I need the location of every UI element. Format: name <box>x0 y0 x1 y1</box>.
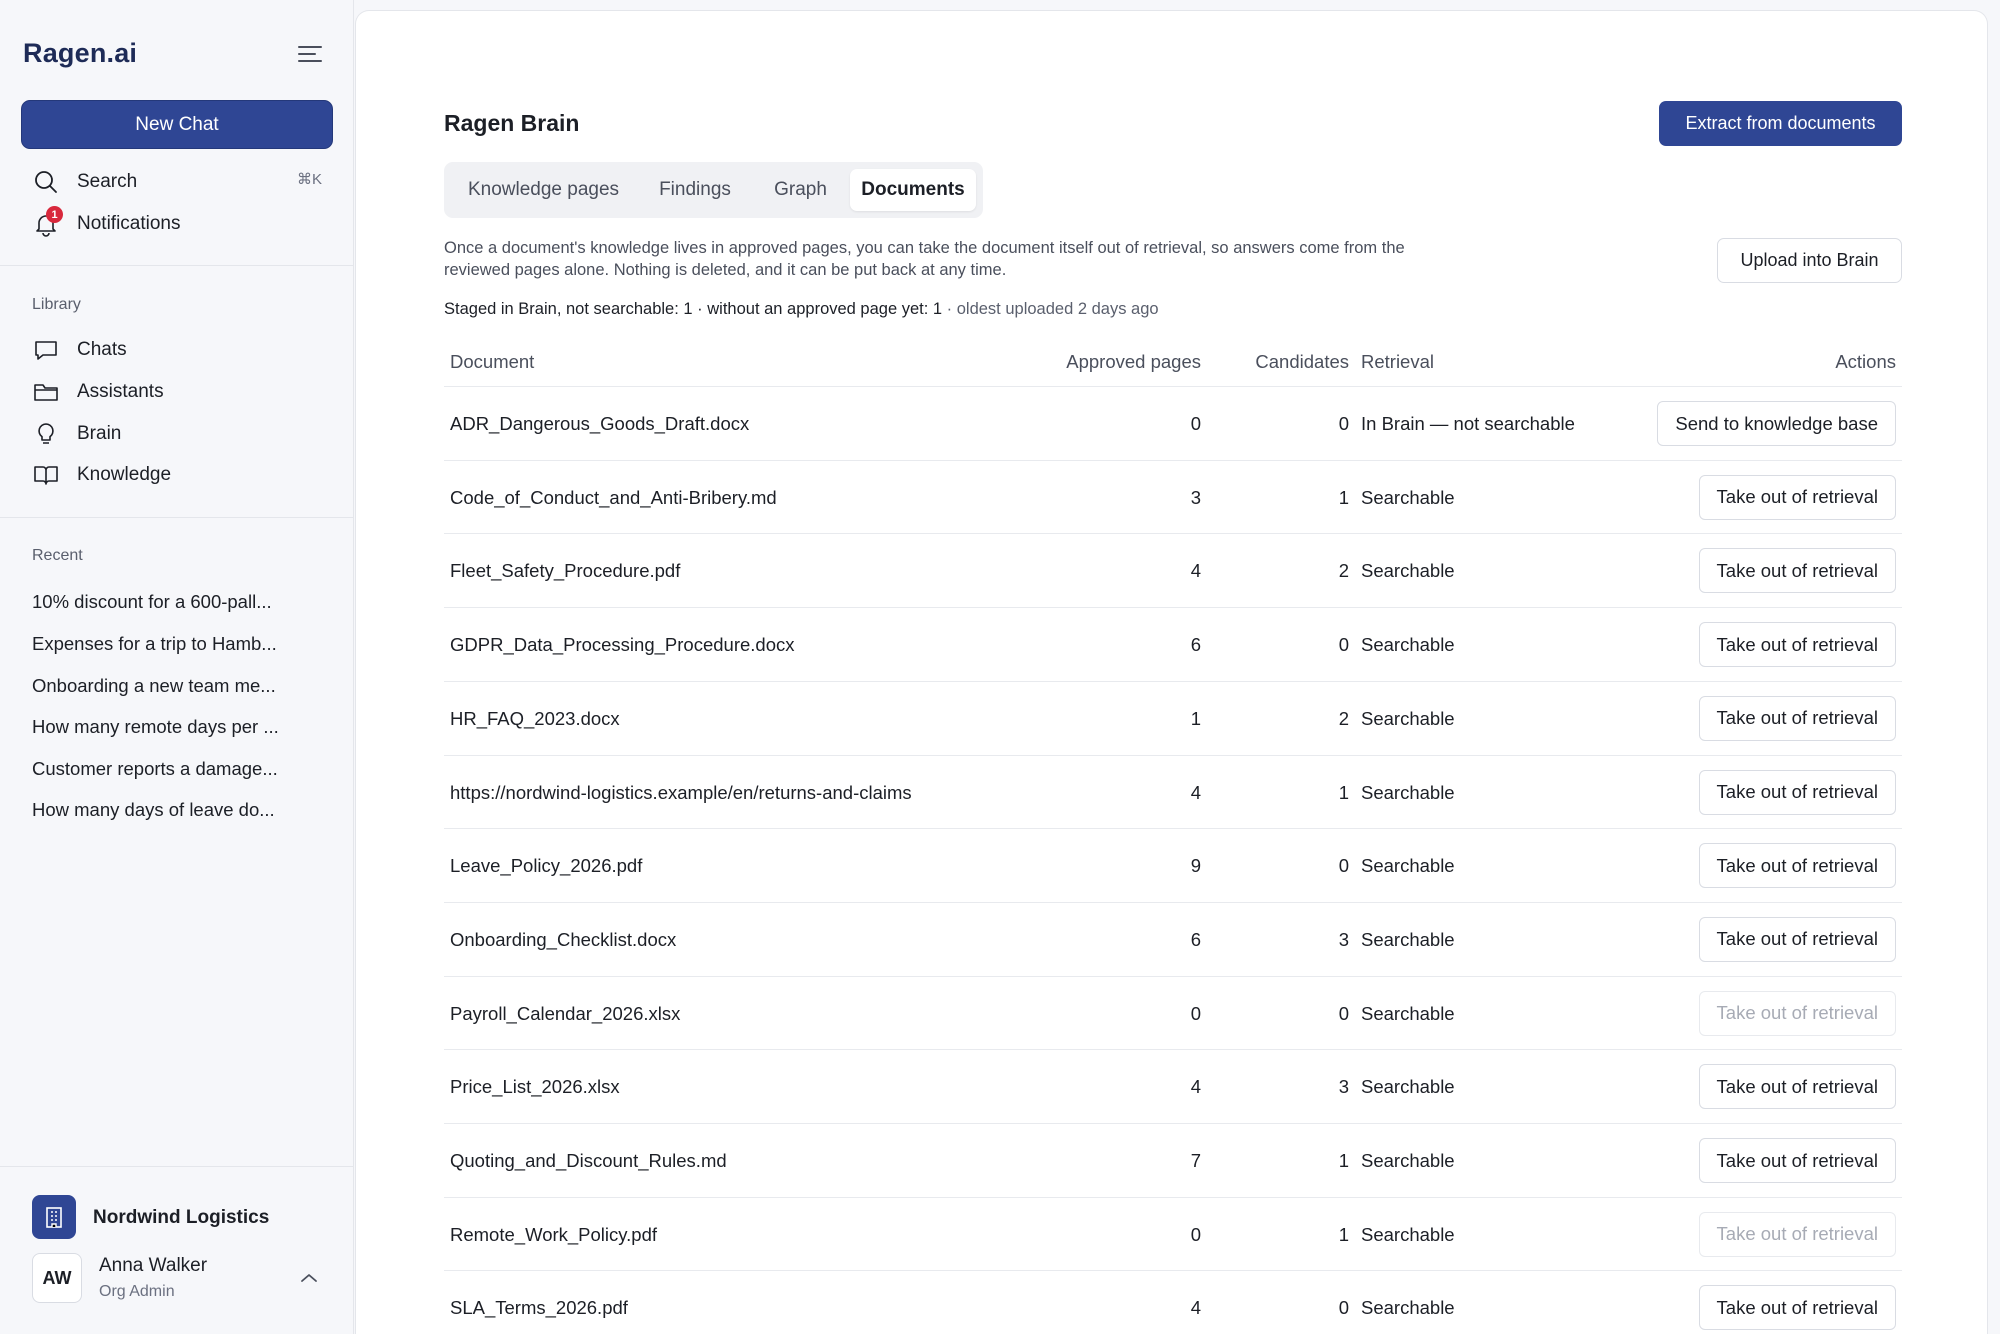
search-icon <box>32 168 60 196</box>
user-role: Org Admin <box>99 1283 175 1300</box>
column-header-approved: Approved pages <box>1066 351 1201 372</box>
sidebar-divider <box>0 517 354 518</box>
row-action-button-disabled: Take out of retrieval <box>1699 991 1896 1036</box>
document-name: Leave_Policy_2026.pdf <box>450 855 643 877</box>
lightbulb-icon <box>32 420 60 448</box>
building-icon[interactable] <box>32 1195 76 1239</box>
approved-pages-count: 3 <box>1190 486 1201 508</box>
candidates-count: 0 <box>1338 634 1349 656</box>
tab-documents[interactable]: Documents <box>850 169 976 211</box>
candidates-count: 2 <box>1338 560 1349 582</box>
row-action-button[interactable]: Take out of retrieval <box>1699 1138 1896 1183</box>
table-row <box>444 828 1902 902</box>
sidebar-item-chats[interactable] <box>32 333 127 367</box>
bell-icon <box>32 210 60 238</box>
approved-pages-count: 4 <box>1190 1297 1201 1319</box>
table-row <box>444 976 1902 1050</box>
row-action-button[interactable]: Send to knowledge base <box>1657 401 1896 446</box>
approved-pages-count: 4 <box>1190 560 1201 582</box>
retrieval-status: Searchable <box>1361 1150 1455 1171</box>
recent-chat-item[interactable]: How many remote days per ... <box>32 716 279 737</box>
tab-graph[interactable]: Graph <box>774 179 827 200</box>
column-header-retrieval: Retrieval <box>1361 351 1434 372</box>
approved-pages-count: 6 <box>1190 634 1201 656</box>
candidates-count: 1 <box>1338 1150 1349 1171</box>
document-name: Quoting_and_Discount_Rules.md <box>450 1150 727 1171</box>
document-name: Code_of_Conduct_and_Anti-Bribery.md <box>450 486 777 508</box>
row-action-button[interactable]: Take out of retrieval <box>1699 1064 1896 1109</box>
candidates-count: 0 <box>1338 413 1349 434</box>
retrieval-status: Searchable <box>1361 486 1455 508</box>
column-header-actions: Actions <box>1835 351 1896 372</box>
sidebar-divider <box>0 1166 354 1167</box>
candidates-count: 3 <box>1338 1076 1349 1098</box>
row-action-button[interactable]: Take out of retrieval <box>1699 843 1896 888</box>
recent-chat-item[interactable]: Onboarding a new team me... <box>32 675 276 696</box>
approved-pages-count: 6 <box>1190 928 1201 950</box>
candidates-count: 1 <box>1338 486 1349 508</box>
document-name: ADR_Dangerous_Goods_Draft.docx <box>450 413 750 434</box>
table-row <box>444 1123 1902 1197</box>
table-row <box>444 1049 1902 1123</box>
notifications-label: Notifications <box>77 213 181 234</box>
candidates-count: 0 <box>1338 1002 1349 1024</box>
candidates-count: 3 <box>1338 928 1349 950</box>
tab-findings[interactable]: Findings <box>659 179 731 200</box>
candidates-count: 0 <box>1338 1297 1349 1319</box>
tab-bar <box>444 162 983 218</box>
description-text: Once a document's knowledge lives in approved pages, you can take the document itself out of retrieval, so answers come from the reviewed pages alone. Nothing is deleted, and it can be put back at any time. <box>444 239 1405 279</box>
table-row <box>444 607 1902 681</box>
avatar[interactable]: AW <box>32 1253 82 1303</box>
document-name: https://nordwind-logistics.example/en/returns-and-claims <box>450 781 912 803</box>
row-action-button[interactable]: Take out of retrieval <box>1699 770 1896 815</box>
document-name: SLA_Terms_2026.pdf <box>450 1297 628 1319</box>
candidates-count: 1 <box>1338 781 1349 803</box>
table-row <box>444 1270 1902 1334</box>
table-row <box>444 386 1902 460</box>
folder-icon <box>32 378 60 406</box>
retrieval-status: Searchable <box>1361 928 1455 950</box>
open-book-icon <box>32 461 60 489</box>
staging-stats <box>444 300 1159 319</box>
approved-pages-count: 4 <box>1190 781 1201 803</box>
staging-stats-age: · oldest uploaded 2 days ago <box>942 300 1159 318</box>
retrieval-status: Searchable <box>1361 1297 1455 1319</box>
retrieval-status: Searchable <box>1361 1002 1455 1024</box>
document-name: Payroll_Calendar_2026.xlsx <box>450 1002 681 1024</box>
candidates-count: 2 <box>1338 707 1349 729</box>
upload-into-brain-button[interactable]: Upload into Brain <box>1717 238 1902 283</box>
chat-bubble-icon <box>32 336 60 364</box>
search-nav-item[interactable] <box>32 165 137 199</box>
table-row <box>444 533 1902 607</box>
retrieval-status: Searchable <box>1361 855 1455 877</box>
row-action-button-disabled: Take out of retrieval <box>1699 1212 1896 1257</box>
sidebar <box>0 0 354 1334</box>
document-name: HR_FAQ_2023.docx <box>450 707 620 729</box>
approved-pages-count: 0 <box>1190 1002 1201 1024</box>
candidates-count: 1 <box>1338 1223 1349 1245</box>
column-header-document: Document <box>450 351 535 372</box>
recent-chat-item[interactable]: Expenses for a trip to Hamb... <box>32 633 277 654</box>
library-label: Library <box>32 296 81 313</box>
org-name[interactable]: Nordwind Logistics <box>93 1207 270 1228</box>
table-row <box>444 902 1902 976</box>
table-row <box>444 460 1902 534</box>
retrieval-status: Searchable <box>1361 707 1455 729</box>
sidebar-item-label: Chats <box>77 339 127 360</box>
candidates-count: 0 <box>1338 855 1349 877</box>
recent-label: Recent <box>32 547 83 564</box>
table-row <box>444 1197 1902 1271</box>
chevron-up-icon[interactable] <box>298 1270 320 1286</box>
row-action-button[interactable]: Take out of retrieval <box>1699 917 1896 962</box>
extract-from-documents-button[interactable]: Extract from documents <box>1659 101 1902 146</box>
new-chat-button[interactable]: New Chat <box>21 100 333 149</box>
document-name: Fleet_Safety_Procedure.pdf <box>450 560 681 582</box>
document-name: Remote_Work_Policy.pdf <box>450 1223 658 1245</box>
approved-pages-count: 7 <box>1190 1150 1201 1171</box>
approved-pages-count: 0 <box>1190 413 1201 434</box>
user-name: Anna Walker <box>99 1255 208 1276</box>
notification-badge: 1 <box>46 206 63 223</box>
main-panel <box>355 10 1988 1334</box>
approved-pages-count: 0 <box>1190 1223 1201 1245</box>
retrieval-status: Searchable <box>1361 781 1455 803</box>
app-logo[interactable]: Ragen.ai <box>23 38 138 68</box>
page-title: Ragen Brain <box>444 110 580 136</box>
row-action-button[interactable]: Take out of retrieval <box>1699 1285 1896 1330</box>
retrieval-status: In Brain — not searchable <box>1361 413 1575 434</box>
row-action-button[interactable]: Take out of retrieval <box>1699 696 1896 741</box>
table-row <box>444 681 1902 755</box>
sidebar-item-brain[interactable] <box>32 417 121 451</box>
document-name: Onboarding_Checklist.docx <box>450 928 677 950</box>
row-action-button[interactable]: Take out of retrieval <box>1699 548 1896 593</box>
approved-pages-count: 4 <box>1190 1076 1201 1098</box>
sidebar-item-label: Brain <box>77 423 122 444</box>
tab-knowledge-pages[interactable]: Knowledge pages <box>467 179 620 200</box>
sidebar-item-knowledge[interactable] <box>32 458 171 492</box>
document-name: GDPR_Data_Processing_Procedure.docx <box>450 634 795 656</box>
recent-chat-item[interactable]: 10% discount for a 600-pall... <box>32 591 272 612</box>
retrieval-status: Searchable <box>1361 634 1455 656</box>
search-label: Search <box>77 171 138 192</box>
column-header-candidates: Candidates <box>1255 351 1349 372</box>
menu-toggle-icon[interactable] <box>296 42 324 66</box>
table-row <box>444 755 1902 829</box>
sidebar-divider <box>0 265 354 266</box>
staging-stats-main: Staged in Brain, not searchable: 1 · without an approved page yet: 1 <box>444 300 943 318</box>
row-action-button[interactable]: Take out of retrieval <box>1699 622 1896 667</box>
retrieval-status: Searchable <box>1361 560 1455 582</box>
row-action-button[interactable]: Take out of retrieval <box>1699 475 1896 520</box>
sidebar-item-label: Assistants <box>77 381 164 402</box>
sidebar-item-assistants[interactable] <box>32 375 164 409</box>
sidebar-item-label: Knowledge <box>77 464 172 485</box>
recent-chat-item[interactable]: Customer reports a damage... <box>32 758 278 779</box>
retrieval-status: Searchable <box>1361 1076 1455 1098</box>
approved-pages-count: 9 <box>1190 855 1201 877</box>
approved-pages-count: 1 <box>1190 707 1201 729</box>
notifications-nav-item[interactable] <box>32 207 181 241</box>
retrieval-status: Searchable <box>1361 1223 1455 1245</box>
document-name: Price_List_2026.xlsx <box>450 1076 620 1098</box>
recent-chat-item[interactable]: How many days of leave do... <box>32 799 275 820</box>
search-shortcut: ⌘K <box>297 171 323 188</box>
